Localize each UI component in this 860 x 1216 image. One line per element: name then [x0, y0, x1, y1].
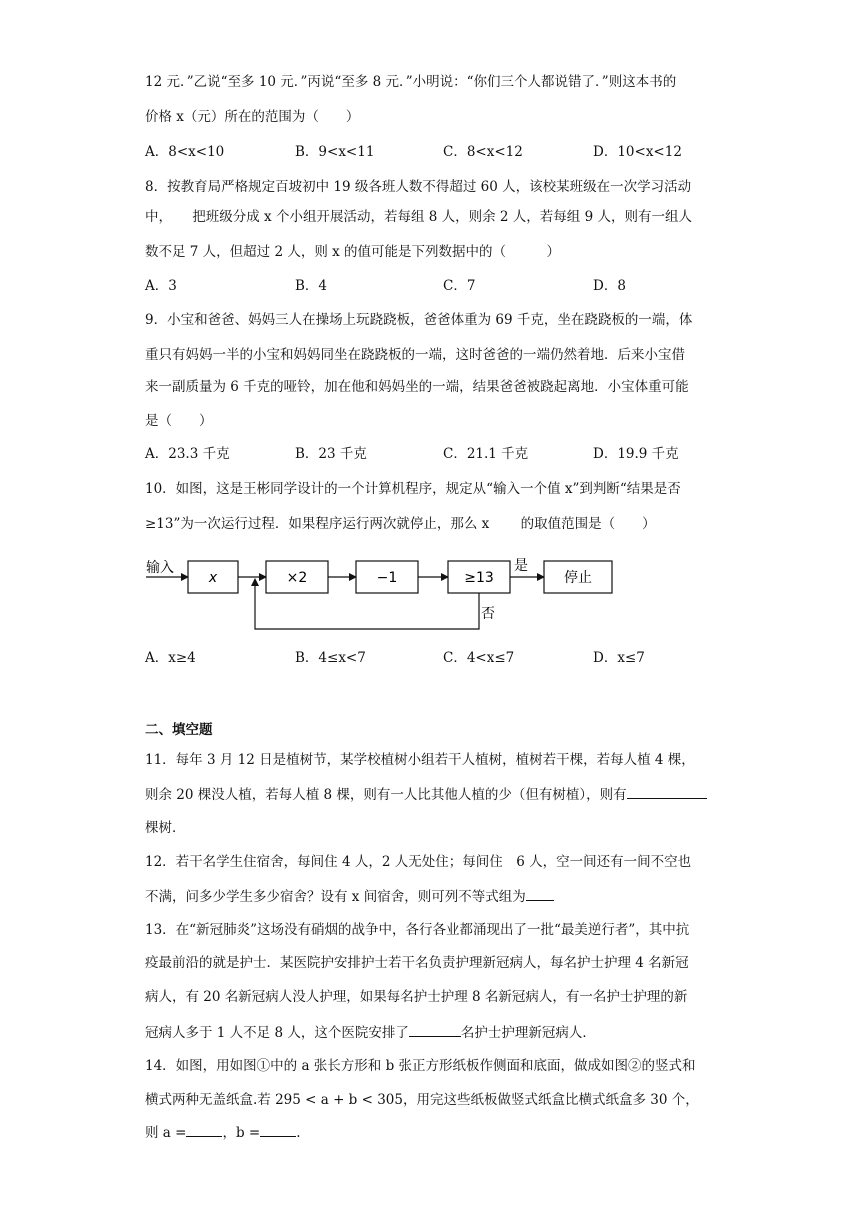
q7-option-d: D．10<x<12 [593, 144, 682, 160]
q8-option-c: C．7 [443, 278, 476, 294]
q9-line1: 9．小宝和爸爸、妈妈三人在操场上玩跷跷板，爸爸体重为 69 千克，坐在跷跷板的一端，体 [145, 312, 693, 328]
flow-input-label: 输入 [146, 560, 174, 576]
q10-line2: ≥13”为一次运行过程．如果程序运行两次就停止，那么 x 的取值范围是（ ） [145, 516, 656, 532]
q10-line1: 10．如图，这是王彬同学设计的一个计算机程序，规定从“输入一个值 x”到判断“结果是否 [145, 481, 681, 497]
q12-line2-row [145, 886, 554, 907]
q13-line4-row [145, 1022, 596, 1043]
q13-line1: 13．在“新冠肺炎”这场没有硝烟的战争中，各行各业都涌现出了一批“最美逆行者”，其中抗 [145, 922, 690, 938]
q13-line4-end: 名护士护理新冠病人． [460, 1025, 596, 1041]
q9-line3: 来一副质量为 6 千克的哑铃，加在他和妈妈坐的一端，结果爸爸被跷起离地．小宝体重可能 [145, 379, 689, 395]
q9-option-a: A．23.3 千克 [145, 446, 230, 462]
flow-box-compare-label: ≥13 [464, 570, 494, 586]
flow-box-x-label: x [208, 570, 218, 586]
q13-line4-start: 冠病人多于 1 人不足 8 人，这个医院安排了 [145, 1025, 409, 1041]
q10-option-b: B．4≤x<7 [295, 650, 366, 666]
q8-line1: 8．按教育局严格规定百坡初中 19 级各班人数不得超过 60 人，该校某班级在一次学习活动 [145, 179, 692, 195]
q14-answer-b-blank[interactable] [260, 1122, 296, 1137]
q13-answer-blank[interactable] [409, 1022, 461, 1037]
q14-line1: 14．如图，用如图①中的 a 张长方形和 b 张正方形纸板作侧面和底面，做成如图②的竖式和 [145, 1058, 696, 1074]
q9-option-b: B．23 千克 [295, 446, 367, 462]
q12-line2: 不满，问多少学生多少宿舍？设有 x 间宿舍，则可列不等式组为 [145, 889, 526, 905]
q14-answer-a-blank[interactable] [186, 1122, 222, 1137]
q11-line1: 11．每年 3 月 12 日是植树节，某学校植树小组若干人植树，植树若干棵，若每人植 4 棵， [145, 752, 695, 768]
q7-line1: 12 元．”乙说“至多 10 元．”丙说“至多 8 元．”小明说：“你们三个人都说错了．”则这本书的 [145, 74, 677, 90]
q14-line3-mid: ，b = [222, 1125, 261, 1141]
q12-answer-blank[interactable] [526, 886, 554, 901]
q7-options [145, 142, 765, 162]
flow-box-minus1-label: −1 [376, 570, 398, 586]
q8-option-d: D．8 [593, 278, 626, 294]
q14-line3-end: . [296, 1125, 301, 1141]
q7-option-a: A．8<x<10 [145, 144, 225, 160]
q8-line2: 中， 把班级分成 x 个小组开展活动，若每组 8 人，则余 2 人，若每组 9 人，则有一组人 [145, 209, 692, 225]
flow-yes-label: 是 [514, 558, 528, 574]
flow-no-label: 否 [481, 606, 495, 622]
flow-box-stop-label: 停止 [564, 570, 592, 586]
flow-box-times2-label: ×2 [286, 570, 308, 586]
q9-options [145, 444, 765, 464]
section-heading-fill-in: 二、填空题 [145, 722, 213, 738]
q10-options [145, 648, 765, 668]
q10-option-d: D．x≤7 [593, 650, 645, 666]
q10-option-c: C．4<x≤7 [443, 650, 515, 666]
q7-option-c: C．8<x<12 [443, 144, 523, 160]
q10-option-a: A．x≥4 [145, 650, 196, 666]
q8-line3: 数不足 7 人，但超过 2 人，则 x 的值可能是下列数据中的（ ） [145, 244, 561, 260]
q9-line4: 是（ ） [145, 413, 213, 429]
q9-option-c: C．21.1 千克 [443, 446, 529, 462]
q7-line2: 价格 x（元）所在的范围为（ ） [145, 109, 360, 125]
q9-option-d: D．19.9 千克 [593, 446, 679, 462]
q9-line2: 重只有妈妈一半的小宝和妈妈同坐在跷跷板的一端，这时爸爸的一端仍然着地．后来小宝借 [145, 347, 685, 363]
q11-line2: 则余 20 棵没人植，若每人植 8 棵，则有一人比其他人植的少（但有树植），则有 [145, 787, 627, 803]
q13-line2: 疫最前沿的就是护士．某医院护安排护士若干名负责护理新冠病人，每名护士护理 4 名新冠 [145, 955, 689, 971]
q14-line2: 横式两种无盖纸盒.若 295 < a + b < 305，用完这些纸板做竖式纸盒比横式纸盒多 30 个， [145, 1092, 699, 1108]
flowchart-diagram [140, 548, 640, 640]
q14-line3-row [145, 1122, 301, 1143]
q8-options [145, 276, 765, 296]
q7-option-b: B．9<x<11 [295, 144, 375, 160]
q12-line1: 12．若干名学生住宿舍，每间住 4 人，2 人无处住；每间住 6 人，空一间还有一间不空也 [145, 854, 692, 870]
q8-option-a: A．3 [145, 278, 177, 294]
q11-line2-row [145, 784, 707, 805]
q14-line3-prefix: 则 a = [145, 1125, 187, 1141]
q11-answer-blank[interactable] [627, 784, 707, 799]
q13-line3: 病人，有 20 名新冠病人没人护理，如果每名护士护理 8 名新冠病人，有一名护士护理的新 [145, 989, 688, 1005]
q8-option-b: B．4 [295, 278, 328, 294]
q11-line3: 棵树． [145, 820, 186, 836]
